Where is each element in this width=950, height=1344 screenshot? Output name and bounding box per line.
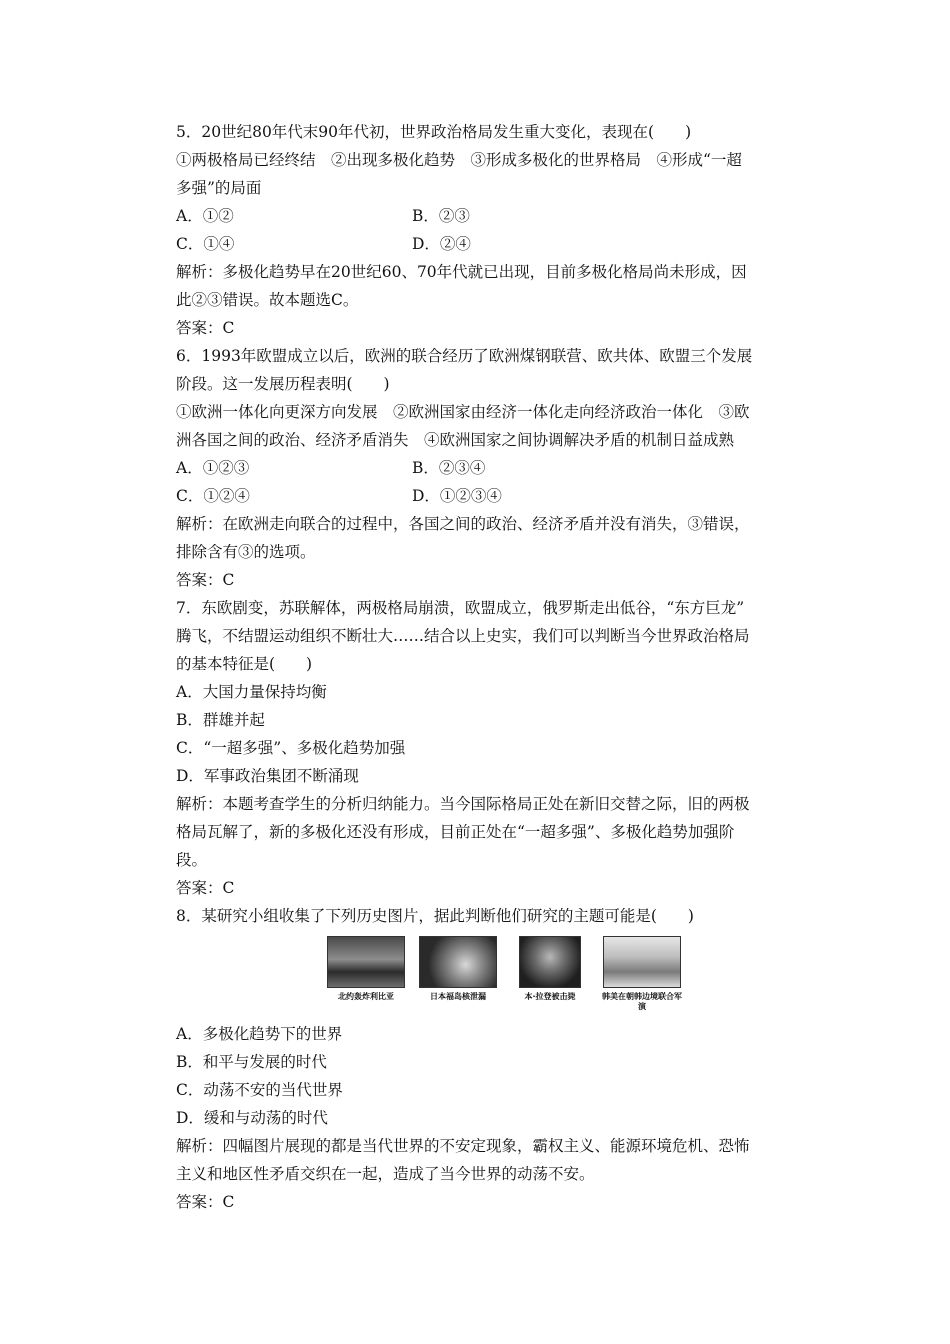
figure-joint-drill	[601, 936, 683, 1012]
statement-line: 多强”的局面	[176, 179, 262, 197]
statement-line: ①两极格局已经终结 ②出现多极化趋势 ③形成多极化的世界格局 ④形成“一超	[176, 151, 742, 169]
figure-caption: 韩美在朝韩边境联合军演	[602, 992, 682, 1011]
answer: 答案：C	[176, 319, 235, 337]
figure-caption: 本·拉登被击毙	[524, 992, 576, 1001]
figure-caption: 日本福岛核泄漏	[430, 992, 486, 1001]
analysis-line: 解析：多极化趋势早在20世纪60、70年代就已出现，目前多极化格局尚未形成，因	[176, 263, 747, 281]
option-d: D．军事政治集团不断涌现	[176, 767, 359, 785]
document-content	[176, 118, 816, 1216]
option-b: B．和平与发展的时代	[176, 1053, 327, 1071]
option-row	[176, 202, 816, 230]
question-5	[176, 118, 816, 342]
option-d: D．①②③④	[412, 487, 502, 505]
question-stem: 5．20世纪80年代末90年代初，世界政治格局发生重大变化，表现在( )	[176, 123, 692, 141]
nuclear-leak-photo	[419, 936, 497, 988]
question-stem: 6．1993年欧盟成立以后，欧洲的联合经历了欧洲煤钢联营、欧共体、欧盟三个发展	[176, 347, 753, 365]
option-c: C．①④	[176, 235, 235, 253]
question-8	[176, 902, 816, 1216]
analysis-line: 解析：本题考查学生的分析归纳能力。当今国际格局正处在新旧交替之际，旧的两极	[176, 795, 750, 813]
analysis-line: 此②③错误。故本题选C。	[176, 291, 359, 309]
option-d: D．缓和与动荡的时代	[176, 1109, 328, 1127]
question-stem: 腾飞，不结盟运动组织不断壮大……结合以上史实，我们可以判断当今世界政治格局	[176, 627, 750, 645]
bombing-photo	[327, 936, 405, 988]
historical-photos	[176, 930, 816, 1020]
analysis-line: 格局瓦解了，新的多极化还没有形成，目前正处在“一超多强”、多极化趋势加强阶	[176, 823, 735, 841]
figure-bin-laden	[509, 936, 591, 1012]
analysis-line: 解析：四幅图片展现的都是当代世界的不安定现象，霸权主义、能源环境危机、恐怖	[176, 1137, 750, 1155]
analysis-line: 主义和地区性矛盾交织在一起，造成了当今世界的动荡不安。	[176, 1165, 595, 1183]
portrait-photo	[519, 936, 581, 988]
question-7	[176, 594, 816, 902]
option-c: C．动荡不安的当代世界	[176, 1081, 343, 1099]
option-row	[176, 482, 816, 510]
answer: 答案：C	[176, 879, 235, 897]
military-drill-photo	[603, 936, 681, 988]
answer: 答案：C	[176, 571, 235, 589]
option-c: C．①②④	[176, 487, 250, 505]
option-row	[176, 454, 816, 482]
question-stem: 8．某研究小组收集了下列历史图片，据此判断他们研究的主题可能是( )	[176, 907, 694, 925]
option-a: A．多极化趋势下的世界	[176, 1025, 343, 1043]
analysis-line: 排除含有③的选项。	[176, 543, 316, 561]
analysis-line: 段。	[176, 851, 208, 869]
option-d: D．②④	[412, 235, 471, 253]
option-a: A．①②③	[176, 459, 250, 477]
question-6	[176, 342, 816, 594]
option-c: C．“一超多强”、多极化趋势加强	[176, 739, 406, 757]
figure-caption: 北约轰炸利比亚	[338, 992, 394, 1001]
statement-line: ①欧洲一体化向更深方向发展 ②欧洲国家由经济一体化走向经济政治一体化 ③欧	[176, 403, 750, 421]
figure-fukushima	[417, 936, 499, 1012]
statement-line: 洲各国之间的政治、经济矛盾消失 ④欧洲国家之间协调解决矛盾的机制日益成熟	[176, 431, 735, 449]
option-row	[176, 230, 816, 258]
option-a: A．大国力量保持均衡	[176, 683, 327, 701]
option-b: B．②③	[412, 207, 470, 225]
option-b: B．②③④	[412, 459, 486, 477]
question-stem: 的基本特征是( )	[176, 655, 313, 673]
option-a: A．①②	[176, 207, 234, 225]
analysis-line: 解析：在欧洲走向联合的过程中，各国之间的政治、经济矛盾并没有消失，③错误，	[176, 515, 750, 533]
figure-libya	[325, 936, 407, 1012]
answer: 答案：C	[176, 1193, 235, 1211]
question-stem: 7．东欧剧变，苏联解体，两极格局崩溃，欧盟成立，俄罗斯走出低谷，“东方巨龙”	[176, 599, 745, 617]
option-b: B．群雄并起	[176, 711, 265, 729]
question-stem: 阶段。这一发展历程表明( )	[176, 375, 390, 393]
